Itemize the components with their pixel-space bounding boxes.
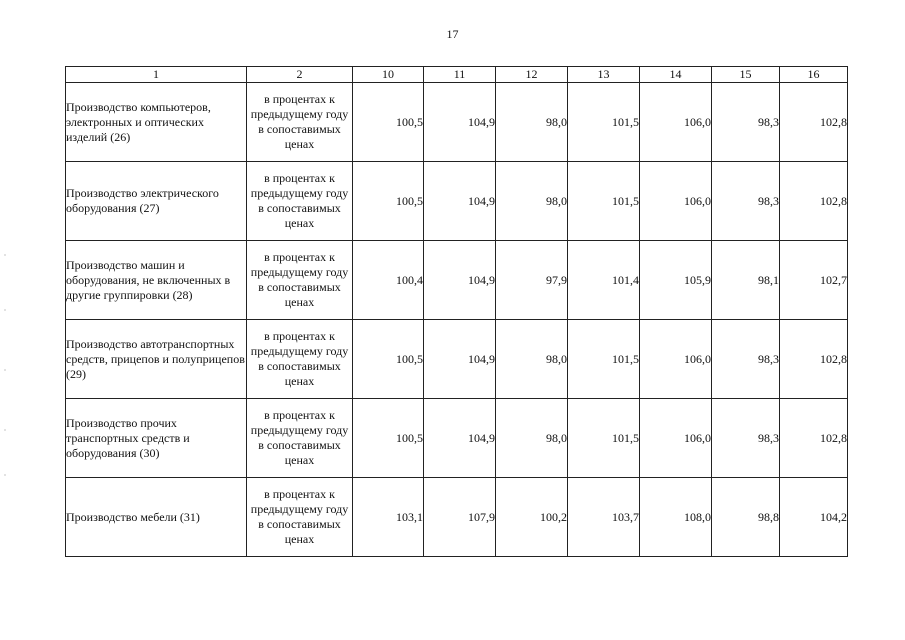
row-unit: в процентах к предыдущему году в сопоставимых ценах xyxy=(247,320,353,399)
table-row xyxy=(66,83,848,162)
value-cell: 102,8 xyxy=(780,399,848,478)
value-cell: 102,8 xyxy=(780,162,848,241)
value-cell: 98,1 xyxy=(712,241,780,320)
value-cell: 104,9 xyxy=(424,320,496,399)
value-cell: 108,0 xyxy=(640,478,712,557)
value-cell: 101,5 xyxy=(568,162,640,241)
value-cell: 98,8 xyxy=(712,478,780,557)
value-cell: 98,0 xyxy=(496,83,568,162)
value-cell: 97,9 xyxy=(496,241,568,320)
page-number: 17 xyxy=(446,27,459,41)
value-cell: 102,8 xyxy=(780,83,848,162)
value-cell: 104,9 xyxy=(424,83,496,162)
table-row xyxy=(66,241,848,320)
margin-dots xyxy=(4,250,6,480)
header-row xyxy=(66,67,848,83)
value-cell: 98,0 xyxy=(496,399,568,478)
value-cell: 100,5 xyxy=(353,399,424,478)
value-cell: 102,8 xyxy=(780,320,848,399)
value-cell: 101,5 xyxy=(568,83,640,162)
value-cell: 103,1 xyxy=(353,478,424,557)
value-cell: 104,9 xyxy=(424,399,496,478)
value-cell: 107,9 xyxy=(424,478,496,557)
value-cell: 98,3 xyxy=(712,399,780,478)
value-cell: 100,2 xyxy=(496,478,568,557)
value-cell: 98,3 xyxy=(712,162,780,241)
value-cell: 106,0 xyxy=(640,83,712,162)
row-name: Производство электрического оборудования (27) xyxy=(66,162,247,241)
value-cell: 98,0 xyxy=(496,162,568,241)
header-cell: 11 xyxy=(424,67,496,83)
header-cell: 12 xyxy=(496,67,568,83)
value-cell: 101,5 xyxy=(568,399,640,478)
row-unit: в процентах к предыдущему году в сопоставимых ценах xyxy=(247,399,353,478)
value-cell: 106,0 xyxy=(640,320,712,399)
row-unit: в процентах к предыдущему году в сопоставимых ценах xyxy=(247,83,353,162)
value-cell: 104,9 xyxy=(424,241,496,320)
table-row xyxy=(66,399,848,478)
header-cell: 13 xyxy=(568,67,640,83)
value-cell: 104,2 xyxy=(780,478,848,557)
value-cell: 106,0 xyxy=(640,162,712,241)
value-cell: 104,9 xyxy=(424,162,496,241)
value-cell: 101,5 xyxy=(568,320,640,399)
table-row xyxy=(66,162,848,241)
value-cell: 100,4 xyxy=(353,241,424,320)
table-row xyxy=(66,320,848,399)
row-name: Производство машин и оборудования, не включенных в другие группировки (28) xyxy=(66,241,247,320)
row-name: Производство компьютеров, электронных и оптических изделий (26) xyxy=(66,83,247,162)
table-row xyxy=(66,478,848,557)
value-cell: 102,7 xyxy=(780,241,848,320)
row-unit: в процентах к предыдущему году в сопоставимых ценах xyxy=(247,162,353,241)
row-name: Производство прочих транспортных средств и оборудования (30) xyxy=(66,399,247,478)
value-cell: 100,5 xyxy=(353,83,424,162)
header-cell: 1 xyxy=(66,67,247,83)
value-cell: 100,5 xyxy=(353,162,424,241)
value-cell: 98,3 xyxy=(712,83,780,162)
value-cell: 98,3 xyxy=(712,320,780,399)
row-name: Производство мебели (31) xyxy=(66,478,247,557)
row-name: Производство автотранспортных средств, прицепов и полуприцепов (29) xyxy=(66,320,247,399)
header-cell: 2 xyxy=(247,67,353,83)
value-cell: 106,0 xyxy=(640,399,712,478)
value-cell: 100,5 xyxy=(353,320,424,399)
header-cell: 16 xyxy=(780,67,848,83)
header-cell: 14 xyxy=(640,67,712,83)
header-cell: 15 xyxy=(712,67,780,83)
value-cell: 105,9 xyxy=(640,241,712,320)
value-cell: 98,0 xyxy=(496,320,568,399)
row-unit: в процентах к предыдущему году в сопоставимых ценах xyxy=(247,478,353,557)
row-unit: в процентах к предыдущему году в сопоставимых ценах xyxy=(247,241,353,320)
value-cell: 101,4 xyxy=(568,241,640,320)
value-cell: 103,7 xyxy=(568,478,640,557)
header-cell: 10 xyxy=(353,67,424,83)
data-table xyxy=(65,66,848,557)
